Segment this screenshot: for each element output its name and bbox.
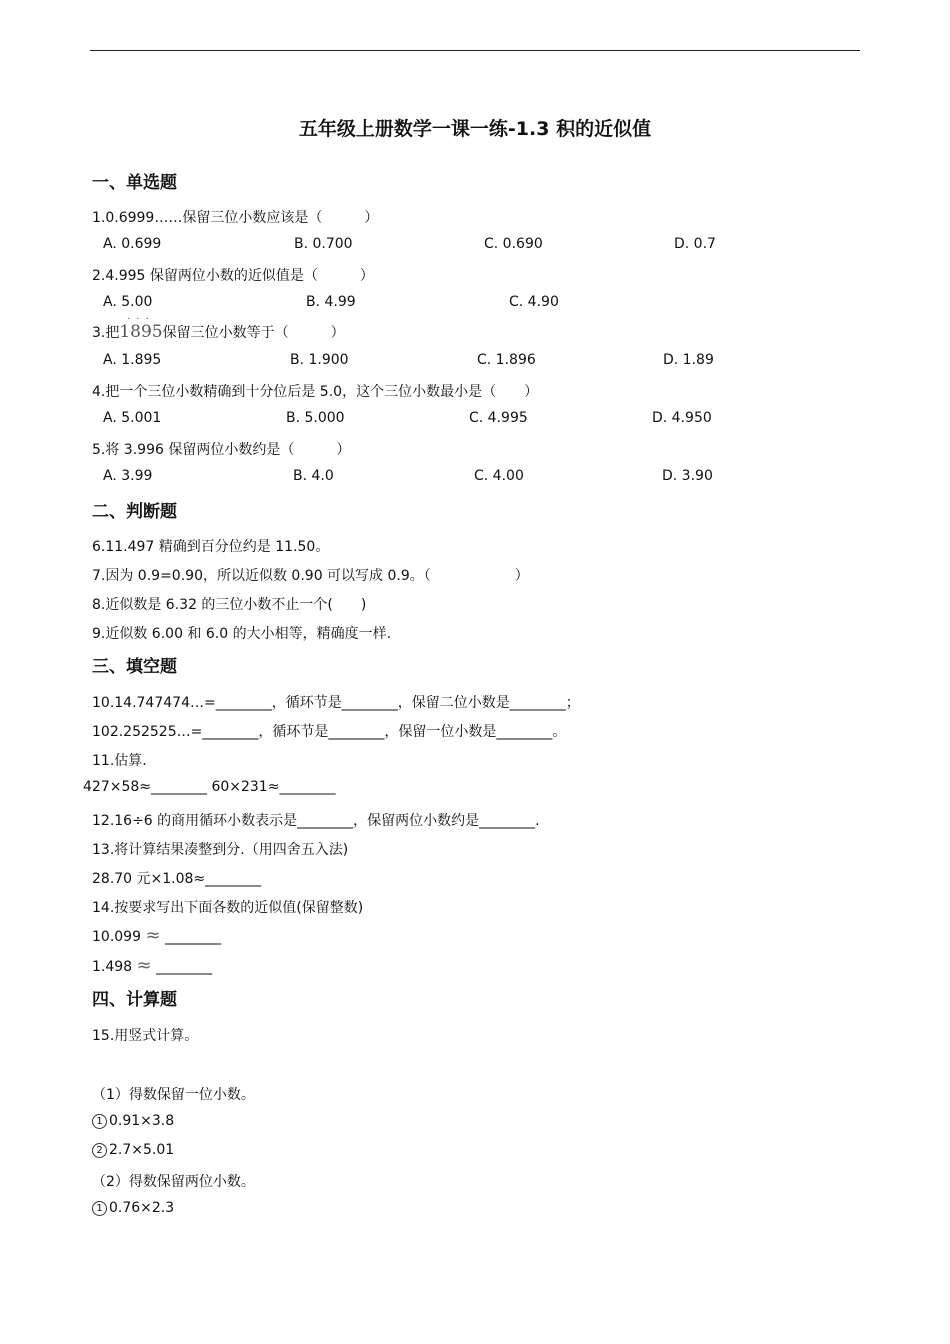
q1-option-d: D. 0.7 [674, 236, 716, 252]
page-title: 五年级上册数学一课一练-1.3 积的近似值 [298, 118, 652, 140]
q3-option-c: C. 1.896 [477, 352, 536, 368]
approx-icon: ≈ [145, 925, 161, 946]
question-14-item-1 [92, 925, 221, 946]
question-13-expression: 28.70 元×1.08≈________ [92, 871, 262, 887]
question-15-part-1-item-2 [92, 1142, 174, 1158]
q4-option-d: D. 4.950 [652, 410, 712, 426]
question-13: 13.将计算结果凑整到分.（用四舍五入法) [92, 842, 349, 858]
question-2: 2.4.995 保留两位小数的近似值是（ ） [92, 268, 374, 284]
circled-number-icon: 1 [92, 1114, 107, 1129]
question-9: 9.近似数 6.00 和 6.0 的大小相等，精确度一样. [92, 626, 392, 642]
approx-icon: ≈ [136, 955, 152, 976]
question-15-part-1: （1）得数保留一位小数。 [92, 1087, 255, 1103]
q14a-blank: ________ [160, 929, 221, 945]
question-10-line-1: 10.14.747474…=________，循环节是________，保留二位小数是________； [92, 695, 580, 711]
q1-option-c: C. 0.690 [484, 236, 543, 252]
q14a-number: 10.099 [92, 929, 146, 945]
q3-option-d: D. 1.89 [663, 352, 714, 368]
q4-option-c: C. 4.995 [469, 410, 528, 426]
question-5: 5.将 3.996 保留两位小数约是（ ） [92, 442, 351, 458]
question-15-part-2: （2）得数保留两位小数。 [92, 1174, 255, 1190]
question-15-part-2-item-1 [92, 1200, 174, 1216]
question-7: 7.因为 0.9=0.90，所以近似数 0.90 可以写成 0.9。（ ） [92, 568, 529, 584]
q3-option-b: B. 1.900 [290, 352, 349, 368]
header-rule [90, 50, 860, 51]
q14b-number: 1.498 [92, 959, 137, 975]
question-11-estimates: 427×58≈________ 60×231≈________ [83, 779, 336, 795]
question-11: 11.估算. [92, 753, 147, 769]
section-heading-single-choice: 一、单选题 [92, 173, 177, 193]
question-14-item-2 [92, 955, 212, 976]
q2-option-b: B. 4.99 [306, 294, 356, 310]
q5-option-b: B. 4.0 [293, 468, 334, 484]
circled-number-icon: 2 [92, 1143, 107, 1158]
section-heading-fill-blank: 三、填空题 [92, 657, 177, 677]
question-15: 15.用竖式计算。 [92, 1028, 199, 1044]
section-heading-calculation: 四、计算题 [92, 990, 177, 1010]
q2-option-c: C. 4.90 [509, 294, 559, 310]
expression: 0.76×2.3 [109, 1200, 175, 1216]
q3-suffix: 保留三位小数等于（ ） [162, 325, 345, 341]
q3-number: 1895 [119, 322, 163, 342]
q4-option-a: A. 5.001 [103, 410, 162, 426]
repeating-dots-icon: ··· [127, 314, 155, 325]
q3-prefix: 3.把 [92, 325, 120, 341]
question-15-part-1-item-1 [92, 1113, 174, 1129]
q2-option-a: A. 5.00 [103, 294, 153, 310]
q4-option-b: B. 5.000 [286, 410, 345, 426]
question-6: 6.11.497 精确到百分位约是 11.50。 [92, 539, 330, 555]
question-10-line-2: 102.252525…=________，循环节是________，保留一位小数是________。 [92, 724, 567, 740]
question-14: 14.按要求写出下面各数的近似值(保留整数) [92, 900, 364, 916]
q1-option-a: A. 0.699 [103, 236, 162, 252]
q5-option-c: C. 4.00 [474, 468, 524, 484]
q5-option-d: D. 3.90 [662, 468, 713, 484]
question-1: 1.0.6999……保留三位小数应该是（ ） [92, 210, 379, 226]
question-4: 4.把一个三位小数精确到十分位后是 5.0，这个三位小数最小是（ ） [92, 384, 539, 400]
expression: 0.91×3.8 [109, 1113, 175, 1129]
question-3 [92, 314, 345, 342]
expression: 2.7×5.01 [109, 1142, 175, 1158]
q1-option-b: B. 0.700 [294, 236, 353, 252]
circled-number-icon: 1 [92, 1201, 107, 1216]
question-12: 12.16÷6 的商用循环小数表示是________，保留两位小数约是________. [92, 813, 540, 829]
q14b-blank: ________ [151, 959, 213, 975]
question-8: 8.近似数是 6.32 的三位小数不止一个( ) [92, 597, 367, 613]
q3-repeating-number [119, 314, 163, 342]
q5-option-a: A. 3.99 [103, 468, 153, 484]
q3-option-a: A. 1.895 [103, 352, 162, 368]
section-heading-true-false: 二、判断题 [92, 502, 177, 522]
